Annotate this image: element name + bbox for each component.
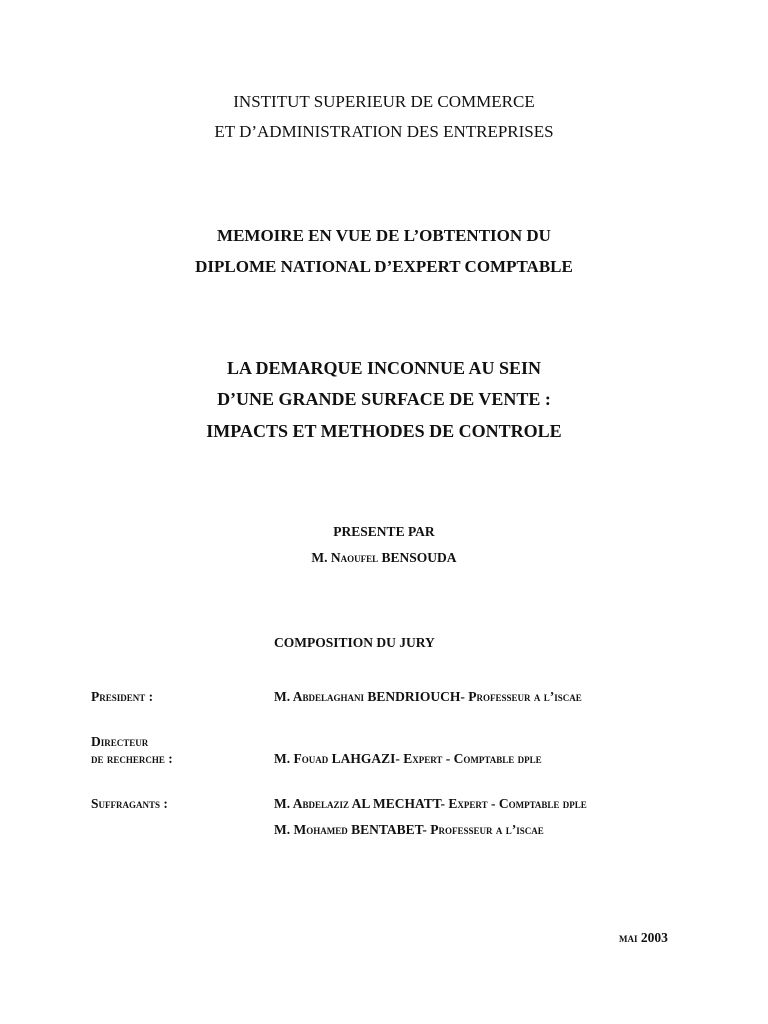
president-name: M. Abdelaghani BENDRIOUCH- Professeur a l’iscae xyxy=(274,689,582,704)
suffragant-1-name: M. Abdelaziz AL MECHATT- Expert - Comptable dple xyxy=(274,796,587,811)
memoire-line-2: DIPLOME NATIONAL D’EXPERT COMPTABLE xyxy=(195,257,573,276)
suffragants-label: Suffragants : xyxy=(91,796,168,811)
memoire-line-1: MEMOIRE EN VUE DE L’OBTENTION DU xyxy=(217,226,551,245)
presented-by-label: PRESENTE PAR xyxy=(333,524,435,539)
president-label: President : xyxy=(91,689,154,704)
directeur-name: M. Fouad LAHGAZI- Expert - Comptable dple xyxy=(274,751,542,766)
suffragant-2-name: M. Mohamed BENTABET- Professeur a l’iscae xyxy=(274,822,544,837)
author-name: M. Naoufel BENSOUDA xyxy=(311,550,457,565)
date: mai 2003 xyxy=(619,930,668,945)
directeur-label-line-2: de recherche : xyxy=(91,751,173,766)
title-line-3: IMPACTS ET METHODES DE CONTROLE xyxy=(206,421,562,441)
title-line-1: LA DEMARQUE INCONNUE AU SEIN xyxy=(226,358,542,378)
institution-line-2: ET D’ADMINISTRATION DES ENTREPRISES xyxy=(214,122,554,141)
institution-line-1: INSTITUT SUPERIEUR DE COMMERCE xyxy=(233,92,535,111)
title-line-2: D’UNE GRANDE SURFACE DE VENTE : xyxy=(217,389,551,409)
directeur-label-line-1: Directeur xyxy=(91,734,149,749)
jury-heading: COMPOSITION DU JURY xyxy=(274,635,435,650)
